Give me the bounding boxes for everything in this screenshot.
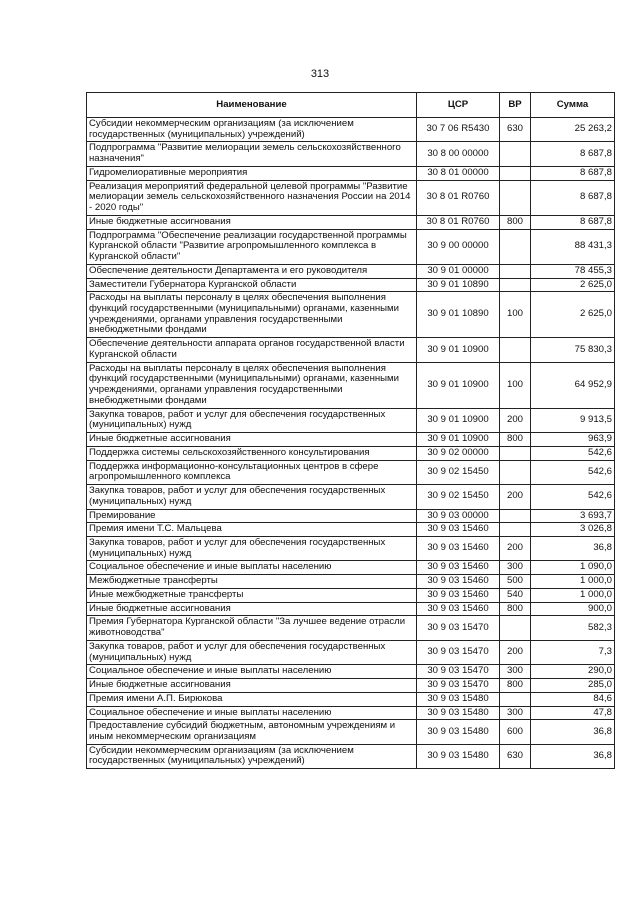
cell-name: Закупка товаров, работ и услуг для обеспечения государственных (муниципальных) нужд [87,408,417,432]
cell-name: Иные бюджетные ассигнования [87,679,417,693]
cell-csr: 30 9 03 15480 [417,744,500,768]
cell-name: Реализация мероприятий федеральной целевой программы "Развитие мелиорации земель сельскохозяйственного назначения России на 2014 - 2020 годы" [87,180,417,215]
cell-name: Заместители Губернатора Курганской области [87,278,417,292]
cell-vr: 500 [500,575,531,589]
cell-sum: 8 687,8 [531,215,615,229]
cell-sum: 9 913,5 [531,408,615,432]
table-row [87,706,615,720]
cell-vr: 300 [500,561,531,575]
cell-vr: 600 [500,720,531,744]
table-row [87,229,615,264]
table-row [87,744,615,768]
cell-sum: 3 693,7 [531,509,615,523]
cell-vr: 800 [500,215,531,229]
cell-sum: 36,8 [531,744,615,768]
cell-sum: 2 625,0 [531,292,615,338]
cell-csr: 30 9 03 15480 [417,706,500,720]
table-row [87,408,615,432]
cell-csr: 30 9 03 15460 [417,561,500,575]
cell-name: Межбюджетные трансферты [87,575,417,589]
cell-name: Премия имени Т.С. Мальцева [87,523,417,537]
table-row [87,665,615,679]
cell-csr: 30 9 01 10900 [417,338,500,362]
table-row [87,180,615,215]
cell-csr: 30 9 01 10890 [417,292,500,338]
table-row [87,561,615,575]
cell-name: Премия Губернатора Курганской области "За лучшее ведение отрасли животноводства" [87,616,417,640]
cell-name: Иные бюджетные ассигнования [87,433,417,447]
cell-vr: 100 [500,292,531,338]
table-header-row [87,93,615,118]
cell-name: Расходы на выплаты персоналу в целях обеспечения выполнения функций государственными (муниципальными) органами, казенными учреждениями, органами управления государственными внебюджетными фондами [87,292,417,338]
cell-name: Социальное обеспечение и иные выплаты населению [87,561,417,575]
cell-csr: 30 9 03 15470 [417,640,500,664]
cell-sum: 36,8 [531,720,615,744]
cell-sum: 8 687,8 [531,142,615,166]
table-row [87,536,615,560]
table-row [87,166,615,180]
cell-name: Иные межбюджетные трансферты [87,588,417,602]
table-row [87,446,615,460]
cell-name: Обеспечение деятельности аппарата органов государственной власти Курганской области [87,338,417,362]
cell-csr: 30 9 03 00000 [417,509,500,523]
cell-sum: 7,3 [531,640,615,664]
cell-csr: 30 9 03 15460 [417,523,500,537]
cell-csr: 30 9 01 00000 [417,264,500,278]
cell-name: Иные бюджетные ассигнования [87,215,417,229]
cell-sum: 8 687,8 [531,180,615,215]
cell-csr: 30 9 02 15450 [417,460,500,484]
cell-name: Подпрограмма "Развитие мелиорации земель сельскохозяйственного назначения" [87,142,417,166]
cell-name: Предоставление субсидий бюджетным, автономным учреждениям и иным некоммерческим организациям [87,720,417,744]
cell-name: Расходы на выплаты персоналу в целях обеспечения выполнения функций государственными (муниципальными) органами, казенными учреждениями, органами управления государственными внебюджетными фондами [87,362,417,408]
cell-vr: 800 [500,679,531,693]
cell-vr [500,278,531,292]
header-sum: Сумма [531,93,615,118]
cell-sum: 64 952,9 [531,362,615,408]
cell-name: Социальное обеспечение и иные выплаты населению [87,706,417,720]
cell-name: Закупка товаров, работ и услуг для обеспечения государственных (муниципальных) нужд [87,485,417,509]
table-row [87,588,615,602]
table-row [87,292,615,338]
cell-name: Подпрограмма "Обеспечение реализации государственной программы Курганской области "Развитие агропромышленного комплекса в Курганской области" [87,229,417,264]
cell-name: Обеспечение деятельности Департамента и его руководителя [87,264,417,278]
cell-sum: 285,0 [531,679,615,693]
cell-csr: 30 9 03 15470 [417,665,500,679]
table-row [87,338,615,362]
cell-vr: 200 [500,640,531,664]
cell-vr [500,338,531,362]
cell-vr: 200 [500,408,531,432]
cell-name: Поддержка системы сельскохозяйственного консультирования [87,446,417,460]
header-vr: ВР [500,93,531,118]
cell-csr: 30 9 01 10900 [417,362,500,408]
table-row [87,362,615,408]
table-row [87,509,615,523]
cell-vr: 540 [500,588,531,602]
cell-name: Социальное обеспечение и иные выплаты населению [87,665,417,679]
cell-csr: 30 9 00 00000 [417,229,500,264]
cell-sum: 8 687,8 [531,166,615,180]
cell-name: Закупка товаров, работ и услуг для обеспечения государственных (муниципальных) нужд [87,640,417,664]
cell-sum: 78 455,3 [531,264,615,278]
table-row [87,278,615,292]
cell-vr [500,264,531,278]
cell-vr [500,509,531,523]
cell-csr: 30 8 01 00000 [417,166,500,180]
cell-csr: 30 9 03 15470 [417,679,500,693]
cell-vr [500,460,531,484]
table-row [87,215,615,229]
cell-sum: 3 026,8 [531,523,615,537]
cell-csr: 30 9 03 15480 [417,692,500,706]
cell-sum: 88 431,3 [531,229,615,264]
cell-sum: 290,0 [531,665,615,679]
cell-csr: 30 8 01 R0760 [417,180,500,215]
cell-vr [500,616,531,640]
cell-vr [500,446,531,460]
table-row [87,142,615,166]
cell-name: Закупка товаров, работ и услуг для обеспечения государственных (муниципальных) нужд [87,536,417,560]
cell-vr [500,692,531,706]
cell-csr: 30 9 02 00000 [417,446,500,460]
cell-sum: 25 263,2 [531,118,615,142]
cell-vr: 200 [500,485,531,509]
cell-csr: 30 8 00 00000 [417,142,500,166]
cell-sum: 36,8 [531,536,615,560]
cell-csr: 30 9 03 15470 [417,616,500,640]
table-row [87,602,615,616]
cell-sum: 47,8 [531,706,615,720]
cell-csr: 30 9 02 15450 [417,485,500,509]
cell-name: Иные бюджетные ассигнования [87,602,417,616]
cell-name: Премирование [87,509,417,523]
cell-sum: 542,6 [531,460,615,484]
cell-vr [500,523,531,537]
cell-csr: 30 7 06 R5430 [417,118,500,142]
budget-table [86,92,615,769]
cell-vr: 200 [500,536,531,560]
table-row [87,692,615,706]
cell-name: Премия имени А.П. Бирюкова [87,692,417,706]
table-row [87,720,615,744]
page-number: 313 [310,68,330,80]
table-row [87,640,615,664]
header-name: Наименование [87,93,417,118]
cell-name: Поддержка информационно-консультационных центров в сфере агропромышленного комплекса [87,460,417,484]
cell-sum: 900,0 [531,602,615,616]
table-row [87,616,615,640]
cell-vr: 800 [500,602,531,616]
cell-sum: 582,3 [531,616,615,640]
table-body [87,118,615,769]
cell-vr: 630 [500,744,531,768]
cell-csr: 30 9 01 10890 [417,278,500,292]
cell-sum: 1 000,0 [531,588,615,602]
cell-csr: 30 9 03 15460 [417,575,500,589]
table-row [87,523,615,537]
header-csr: ЦСР [417,93,500,118]
cell-csr: 30 9 03 15480 [417,720,500,744]
table-row [87,118,615,142]
table-row [87,679,615,693]
cell-sum: 1 000,0 [531,575,615,589]
cell-csr: 30 9 03 15460 [417,588,500,602]
cell-vr [500,166,531,180]
cell-vr [500,142,531,166]
cell-csr: 30 9 01 10900 [417,433,500,447]
cell-sum: 1 090,0 [531,561,615,575]
table-row [87,575,615,589]
cell-name: Субсидии некоммерческим организациям (за исключением государственных (муниципальных) учреждений) [87,744,417,768]
cell-vr: 100 [500,362,531,408]
cell-csr: 30 8 01 R0760 [417,215,500,229]
cell-csr: 30 9 03 15460 [417,602,500,616]
cell-vr [500,229,531,264]
cell-sum: 963,9 [531,433,615,447]
cell-vr: 630 [500,118,531,142]
cell-sum: 75 830,3 [531,338,615,362]
cell-sum: 2 625,0 [531,278,615,292]
cell-sum: 542,6 [531,485,615,509]
cell-sum: 84,6 [531,692,615,706]
cell-vr: 300 [500,665,531,679]
cell-name: Субсидии некоммерческим организациям (за исключением государственных (муниципальных) учреждений) [87,118,417,142]
table-row [87,433,615,447]
cell-sum: 542,6 [531,446,615,460]
table-row [87,485,615,509]
cell-vr: 800 [500,433,531,447]
cell-csr: 30 9 01 10900 [417,408,500,432]
table-row [87,460,615,484]
table-row [87,264,615,278]
cell-csr: 30 9 03 15460 [417,536,500,560]
cell-vr: 300 [500,706,531,720]
cell-vr [500,180,531,215]
cell-name: Гидромелиоративные мероприятия [87,166,417,180]
